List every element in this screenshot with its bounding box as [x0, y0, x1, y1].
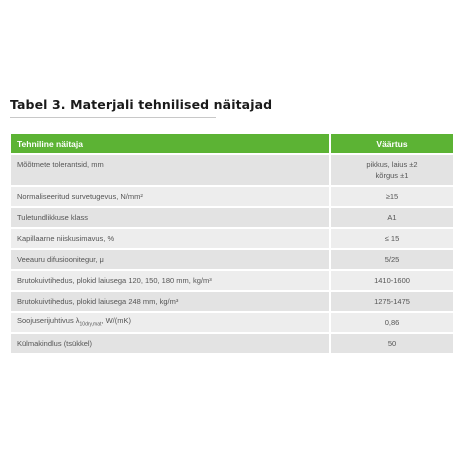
table-row — [11, 312, 453, 333]
table-row — [11, 333, 453, 354]
row-value: 5/25 — [330, 249, 453, 270]
table-header-row — [11, 134, 453, 154]
row-property: Tuletundlikkuse klass — [11, 207, 330, 228]
table-row — [11, 154, 453, 186]
specifications-table — [11, 134, 453, 355]
row-property: Veeauru difusioonitegur, μ — [11, 249, 330, 270]
column-header-property: Tehniline näitaja — [11, 134, 330, 154]
table-row — [11, 270, 453, 291]
row-property: Brutokuivtihedus, plokid laiusega 248 mm, kg/m³ — [11, 291, 330, 312]
row-value-line: kõrgus ±1 — [375, 171, 409, 180]
row-value — [330, 154, 453, 186]
row-value: 1410-1600 — [330, 270, 453, 291]
table-title: Tabel 3. Materjali tehnilised näitajad — [10, 97, 273, 112]
row-property: Külmakindlus (tsükkel) — [11, 333, 330, 354]
row-property: Kapillaarne niiskusimavus, % — [11, 228, 330, 249]
row-value: ≥15 — [330, 186, 453, 207]
title-underline — [10, 117, 216, 118]
row-value: A1 — [330, 207, 453, 228]
row-property — [11, 312, 330, 333]
column-header-value: Väärtus — [330, 134, 453, 154]
row-value: 1275-1475 — [330, 291, 453, 312]
table-row — [11, 186, 453, 207]
table-row — [11, 249, 453, 270]
row-value: 50 — [330, 333, 453, 354]
row-property: Normaliseeritud survetugevus, N/mm² — [11, 186, 330, 207]
row-property: Mõõtmete tolerantsid, mm — [11, 154, 330, 186]
row-property: Brutokuivtihedus, plokid laiusega 120, 150, 180 mm, kg/m³ — [11, 270, 330, 291]
row-value: ≤ 15 — [330, 228, 453, 249]
row-property-text: Soojuserijuhtivus λ — [17, 315, 80, 325]
row-property-subscript: 10dry,mat — [79, 321, 102, 328]
table-row — [11, 207, 453, 228]
table-row — [11, 228, 453, 249]
table-row — [11, 291, 453, 312]
row-value: 0,86 — [330, 312, 453, 333]
row-value-line: pikkus, laius ±2 — [366, 160, 418, 169]
row-property-suffix: , W/(mK) — [101, 315, 131, 325]
